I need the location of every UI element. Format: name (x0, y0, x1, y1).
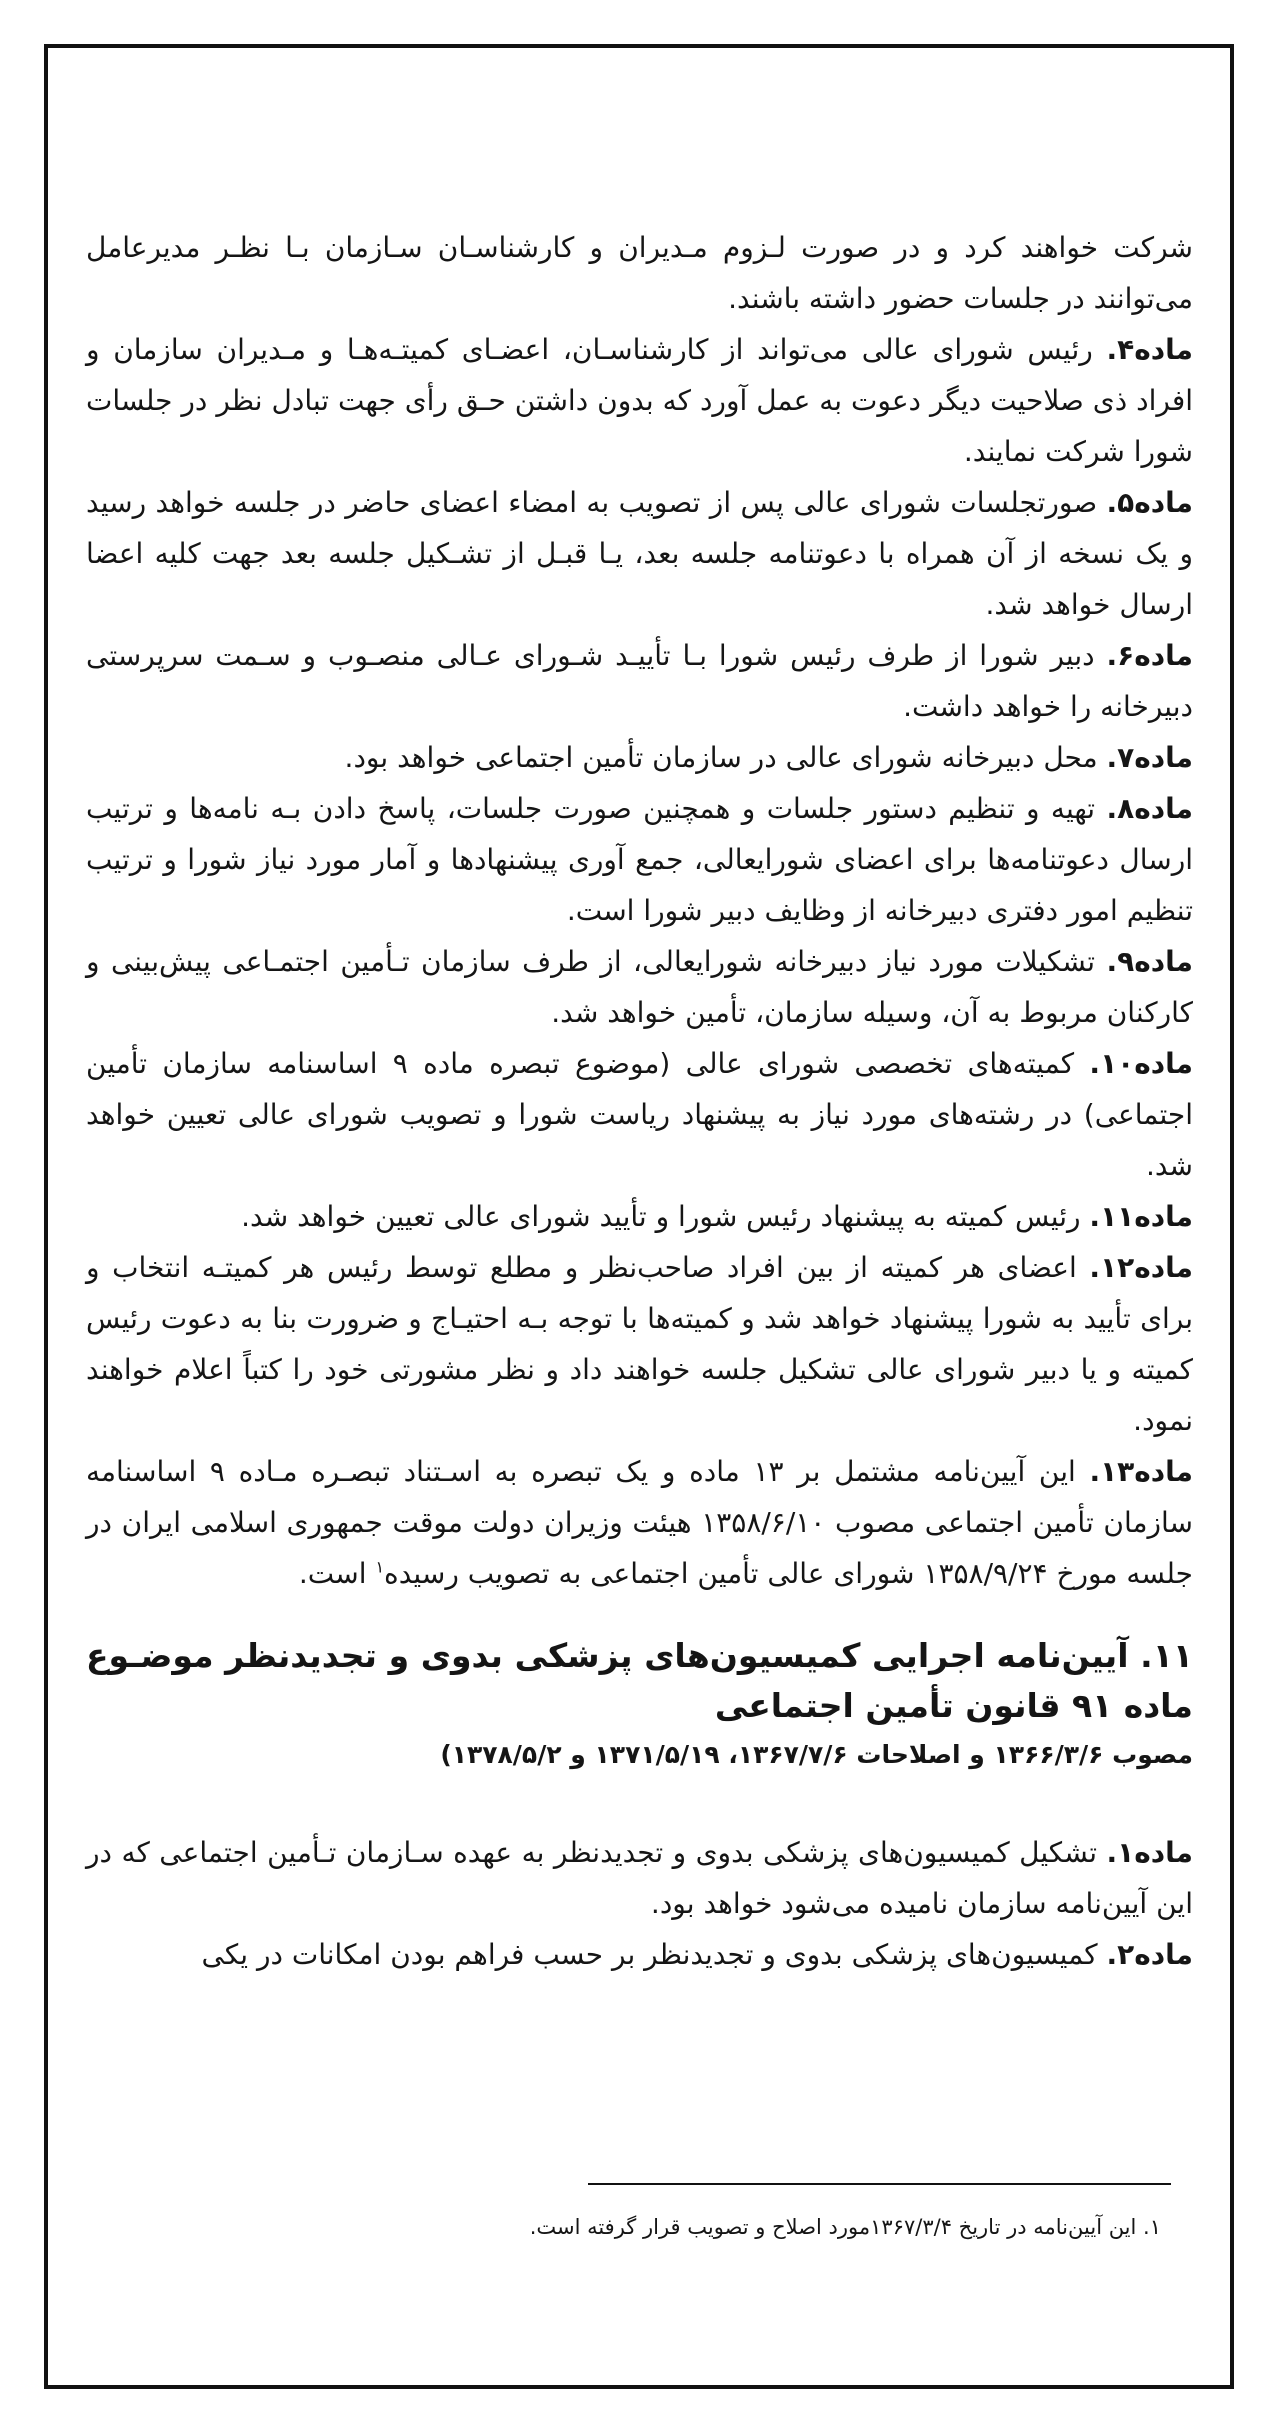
article-13 (86, 1446, 1193, 1599)
article-label: ماده۸. (1106, 792, 1193, 825)
article-label: ماده۱۲. (1089, 1251, 1193, 1284)
article-9 (86, 936, 1193, 1038)
article-text-end: است. (298, 1557, 376, 1590)
article-text: تشکیلات مورد نیاز دبیرخانه شورایعالی، از طرف سازمان تـأمین اجتمـاعی پیش‌بینی و کارکنان مربوط به آن، وسیله سازمان، تأمین خواهد شد. (86, 945, 1193, 1029)
article-text: کمیسیون‌های پزشکی بدوی و تجدیدنظر بر حسب فراهم بودن امکانات در یکی (201, 1938, 1107, 1971)
article-text: دبیر شورا از طرف رئیس شورا بـا تأییـد شـورای عـالی منصـوب و سـمت سرپرستی دبیرخانه را خواهد داشت. (86, 639, 1193, 723)
article-label: ماده۲. (1106, 1938, 1193, 1971)
article-5 (86, 477, 1193, 630)
article-8 (86, 783, 1193, 936)
article-text: رئیس شورای عالی می‌تواند از کارشناسـان، اعضـای کمیتـه‌هـا و مـدیران سازمان و افراد ذی صلاحیت دیگر دعوت به عمل آورد که بدون داشتن حـق رأی جهت تبادل نظر در جلسات شورا شرکت نمایند. (86, 333, 1193, 468)
article-10 (86, 1038, 1193, 1191)
article-text: محل دبیرخانه شورای عالی در سازمان تأمین اجتماعی خواهد بود. (344, 741, 1107, 774)
article-12 (86, 1242, 1193, 1446)
article-text: تهیه و تنظیم دستور جلسات و همچنین صورت جلسات، پاسخ دادن بـه نامه‌ها و ترتیب ارسال دعوتنامه‌ها برای اعضای شورایعالی، جمع آوری پیشنهادها و آمار مورد نیاز شورا و ترتیب تنظیم امور دفتری دبیرخانه از وظایف دبیر شورا است. (86, 792, 1193, 927)
article-label: ماده۹. (1106, 945, 1193, 978)
article-2 (86, 1929, 1193, 1980)
article-6 (86, 630, 1193, 732)
article-text: کمیته‌های تخصصی شورای عالی (موضوع تبصره ماده ۹ اساسنامه سازمان تأمین اجتماعی) در رشته‌های مورد نیاز به پیشنهاد ریاست شورا و تصویب شورای عالی تعیین خواهد شد. (86, 1047, 1193, 1182)
article-text: تشکیل کمیسیون‌های پزشکی بدوی و تجدیدنظر به عهده سـازمان تـأمین اجتماعی که در این آیین‌نامه سازمان نامیده می‌شود خواهد بود. (86, 1836, 1193, 1920)
article-label: ماده۱۱. (1089, 1200, 1193, 1233)
footnote: ۱. این آیین‌نامه در تاریخ ۱۳۶۷/۳/۴مورد اصلاح و تصویب قرار گرفته است. (529, 2215, 1161, 2239)
article-text: اعضای هر کمیته از بین افراد صاحب‌نظر و مطلع توسط رئیس هر کمیتـه انتخاب و برای تأیید به شورا پیشنهاد خواهد شد و کمیته‌ها با توجه بـه احتیـاج و ضرورت بنا به دعوت رئیس کمیته و یا دبیر شورای عالی تشکیل جلسه خواهند داد و نظر مشورتی خود را کتباً اعلام خواهند نمود. (86, 1251, 1193, 1437)
footnote-divider (588, 2183, 1171, 2185)
article-label: ماده۶. (1106, 639, 1193, 672)
article-7 (86, 732, 1193, 783)
article-label: ماده۴. (1106, 333, 1193, 366)
article-label: ماده۵. (1106, 486, 1193, 519)
section-approval-dates: مصوب ۱۳۶۶/۳/۶ و اصلاحات ۱۳۶۷/۷/۶، ۱۳۷۱/۵/۱۹ و ۱۳۷۸/۵/۲) (440, 1740, 1193, 1769)
article-11 (86, 1191, 1193, 1242)
article-label: ماده۱۰. (1089, 1047, 1193, 1080)
article-label: ماده۷. (1106, 741, 1193, 774)
section-spacer (86, 1775, 1193, 1827)
article-label: ماده۱. (1106, 1836, 1193, 1869)
page-body (86, 222, 1193, 1980)
article-label: ماده۱۳. (1089, 1455, 1194, 1488)
article-text: صورتجلسات شورای عالی پس از تصویب به امضاء اعضای حاضر در جلسه خواهد رسید و یک نسخه از آن همراه با دعوتنامه جلسه بعد، یـا قبـل از تشـکیل جلسه بعد جهت کلیه اعضا ارسال خواهد شد. (86, 486, 1193, 621)
footnote-reference[interactable]: ۱ (375, 1557, 385, 1577)
continuation-paragraph: شرکت خواهند کرد و در صورت لـزوم مـدیران و کارشناسـان سـازمان بـا نظـر مدیرعامل می‌توانند در جلسات حضور داشته باشند. (86, 231, 1193, 315)
article-text: این آیین‌نامه مشتمل بر ۱۳ ماده و یک تبصره به اسـتناد تبصـره مـاده ۹ اساسنامه سازمان تأمین اجتماعی مصوب ۱۳۵۸/۶/۱۰ هیئت وزیران دولت موقت جمهوری اسلامی ایران در جلسه مورخ ۱۳۵۸/۹/۲۴ شورای عالی تأمین اجتماعی به تصویب رسیده (86, 1455, 1193, 1590)
article-4 (86, 324, 1193, 477)
article-1 (86, 1827, 1193, 1929)
article-text: رئیس کمیته به پیشنهاد رئیس شورا و تأیید شورای عالی تعیین خواهد شد. (241, 1200, 1090, 1233)
section-title: ۱۱. آیین‌نامه اجرایی کمیسیون‌های پزشکی بدوی و تجدیدنظر موضـوع ماده ۹۱ قانون تأمین اجتماعی (86, 1636, 1193, 1725)
